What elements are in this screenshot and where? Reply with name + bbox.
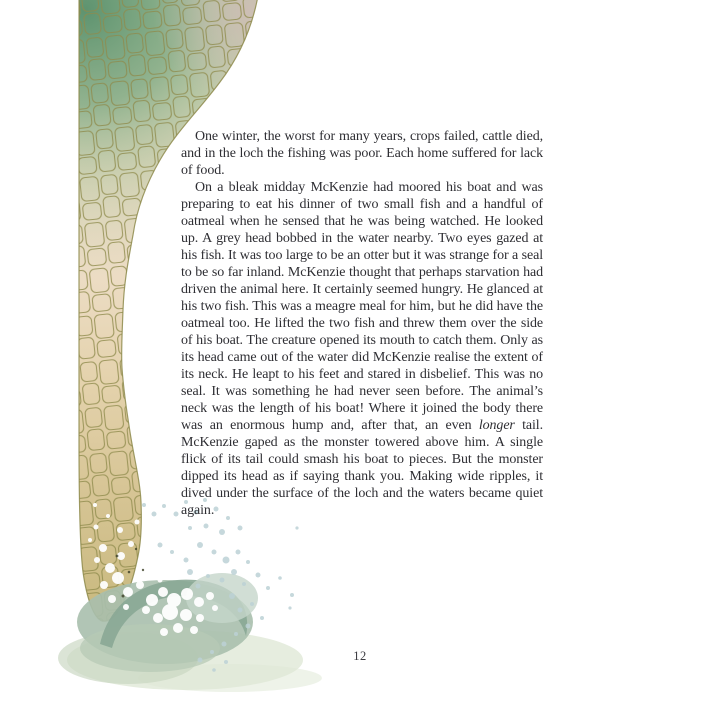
paragraph-2-text: tail. McKenzie gaped as the monster towered above him. A single flick of its tail could smash his boat to pieces. But the monster dipped its head as if saying thank you. Making wide ripples, it dived under the surface of the loch and the waters became quiet again.: [181, 418, 543, 518]
paragraph-2-text: On a bleak midday McKenzie had moored his boat and was preparing to eat his dinner of two small fish and a handful of oatmeal when he sensed that he was being watched. He looked up. A grey head bobbed in the water nearby. Two eyes gazed at his fish. It was too large to be an otter but it was strange for a seal to be so far inland. McKenzie thought that perhaps starvation had driven the animal here. It certainly seemed hungry. He glanced at his two fish. This was a meagre meal for him, but he did have the oatmeal too. He lifted the two fish and threw them over the side of his boat. The creature opened its mouth to catch them. Only as its head came out of the water did McKenzie realise the extent of its neck. He leapt to his feet and stared in disbelief. This was no seal. It was something he had never seen before. The animal’s neck was the length of his boat! Where it joined the body there was an enormous hump and, after that, an even: [181, 180, 543, 433]
story-paragraph-2: [181, 179, 543, 519]
italic-word: longer: [478, 418, 515, 433]
page-number: 12: [353, 649, 367, 663]
story-paragraph-1: One winter, the worst for many years, crops failed, cattle died, and in the loch the fishing was poor. Each home suffered for lack of food.: [181, 129, 543, 178]
story-text: [181, 128, 543, 519]
